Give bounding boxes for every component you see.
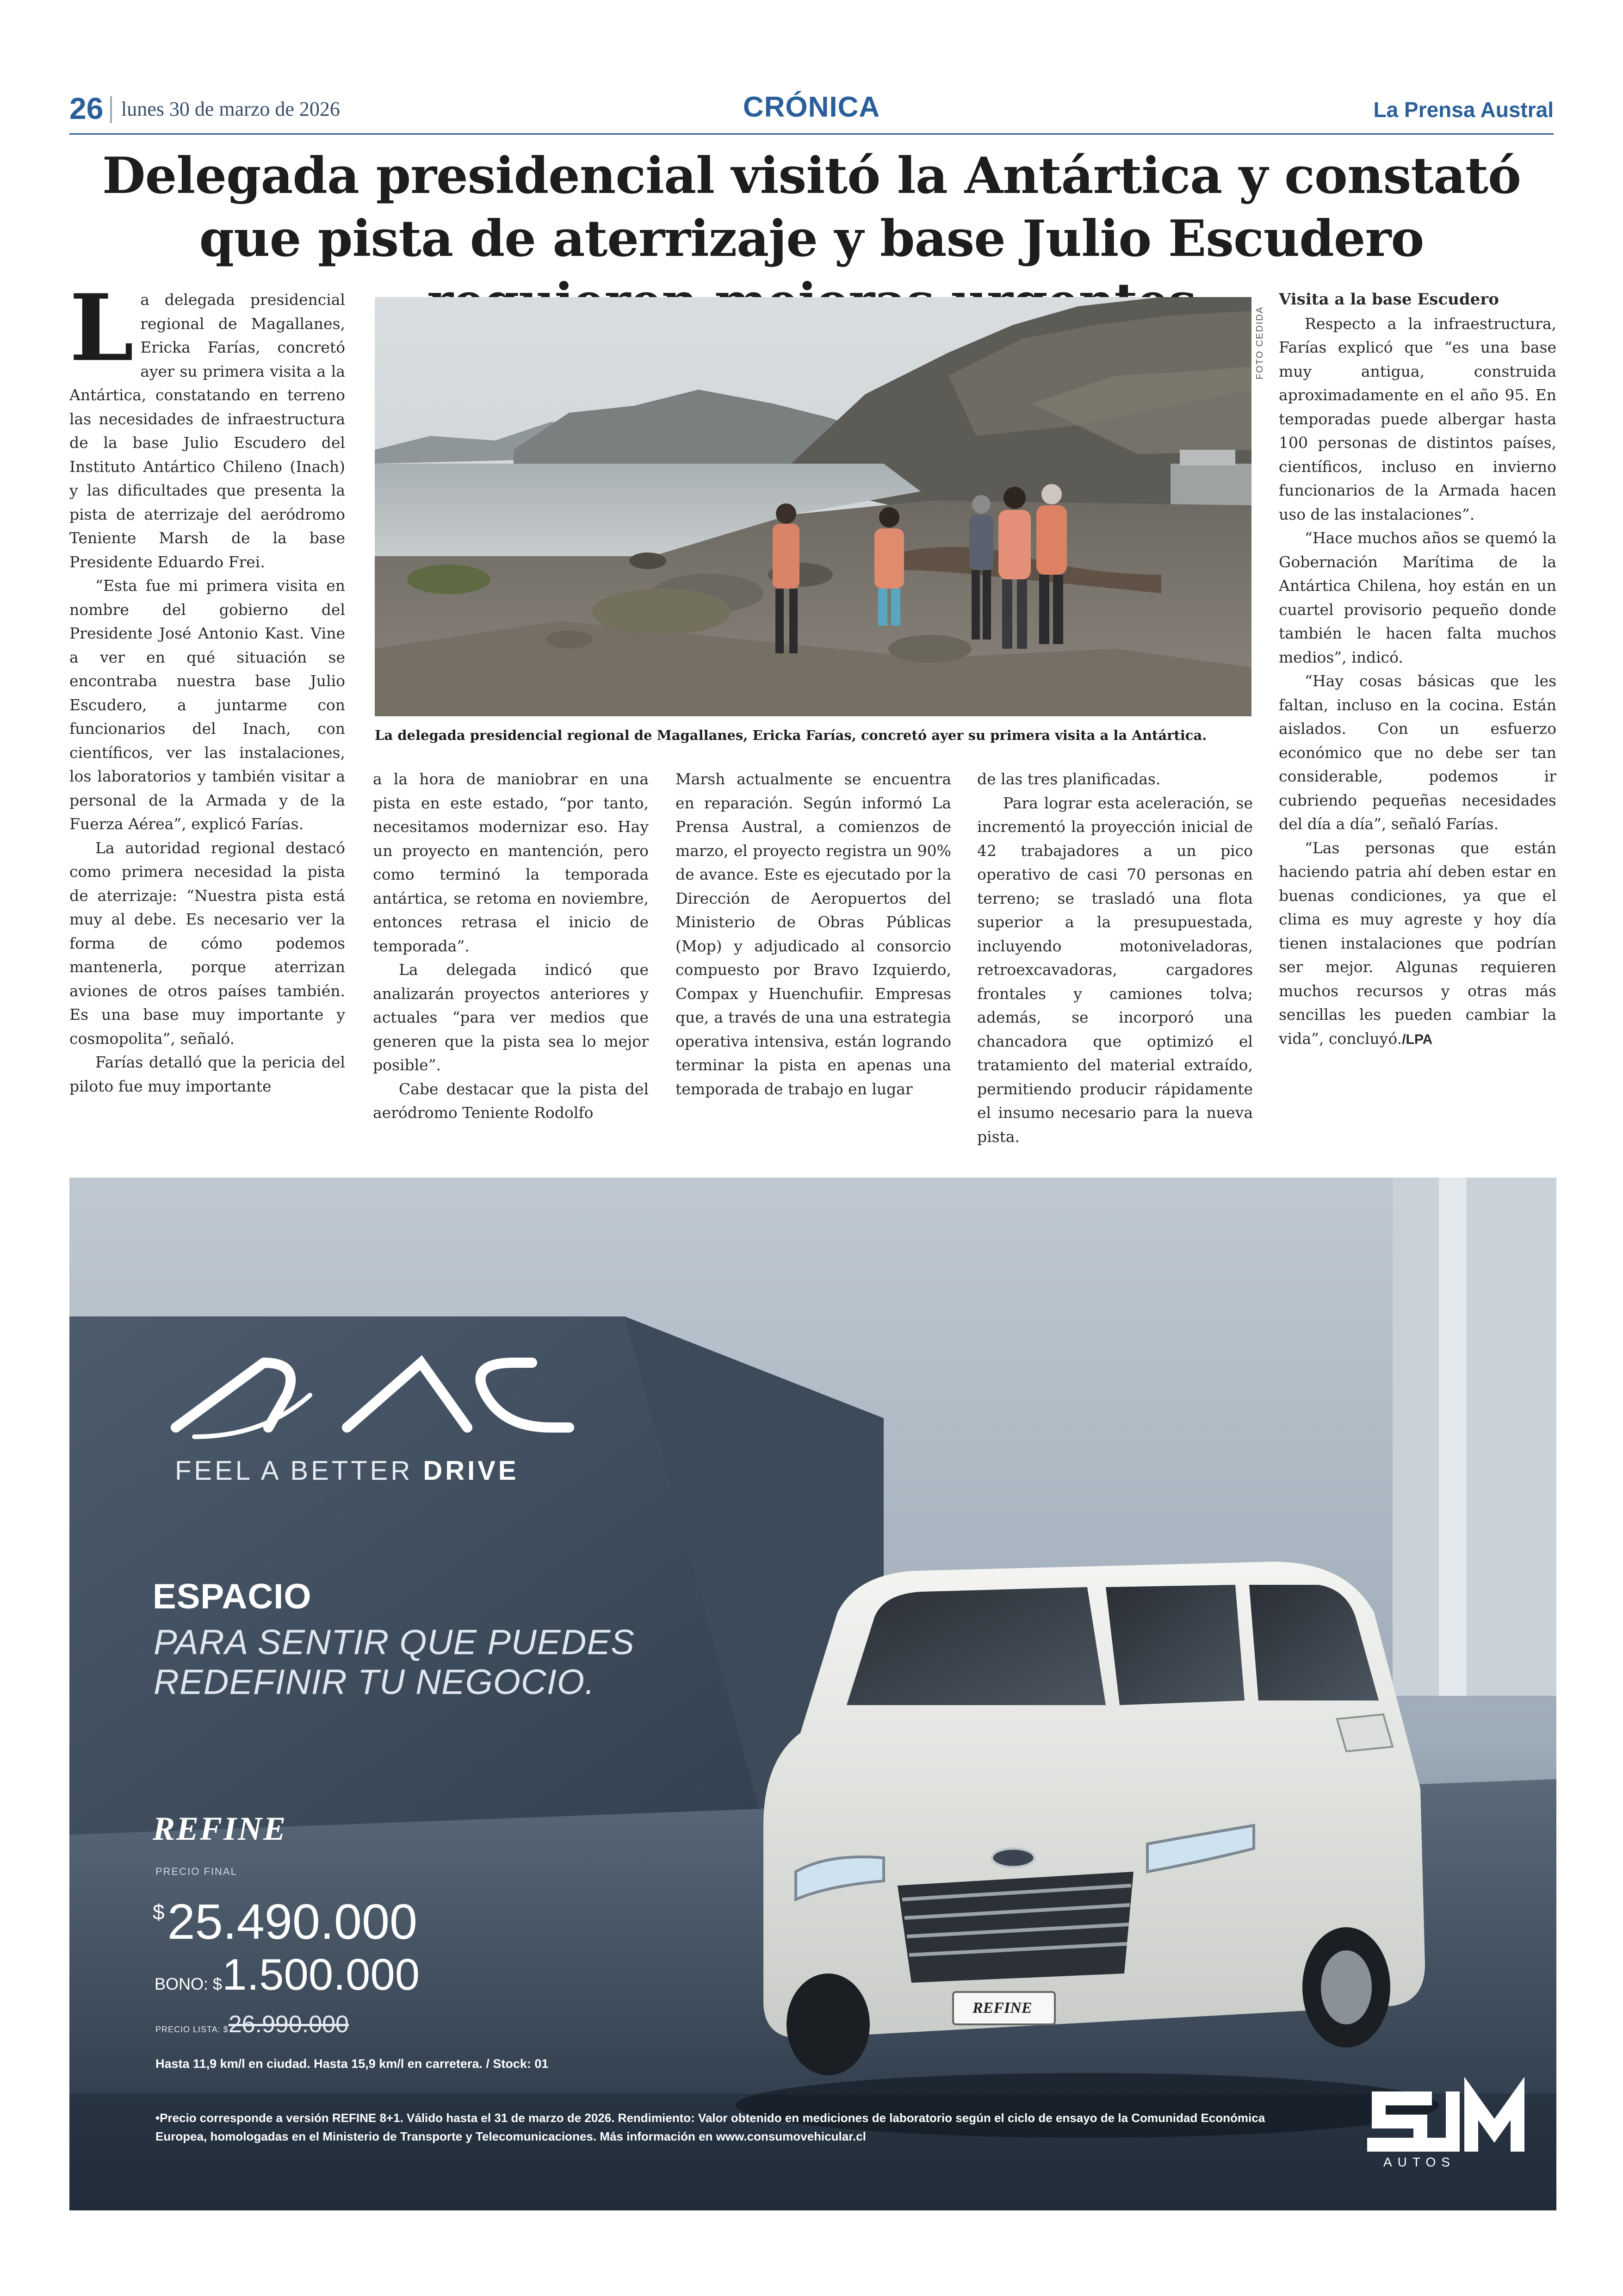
list-price: PRECIO LISTA: $26.990.000 <box>155 2011 349 2038</box>
license-plate: REFINE <box>973 1999 1032 2017</box>
paragraph: Respecto a la infraestructura, Farías explicó que “es una base muy antigua, construida aproximadamente en el año 95. En temporadas puede albergar hasta 100 personas de distintos países, científicos, incluso en invierno funcionarios de la Armada hacen uso de las instalaciones”. <box>1279 314 1556 523</box>
dealer-subtitle: AUTOS <box>1383 2155 1456 2169</box>
paragraph: Para lograr esta aceleración, se incrementó la proyección inicial de 42 trabajadores a un pico operativo de casi 70 personas en terreno; se trasladó una flota superior a la presupuestada, incluyendo motoniveladoras, retroexcavadoras, cargadores frontales y camiones tolva; además, se incorporó una chancadora que optimizó el tratamiento del material extraído, permitiendo producir rápidamente el insumo necesario para la nueva pista. <box>977 794 1253 1146</box>
antarctic-shore-image <box>375 297 1251 716</box>
paragraph: a la hora de maniobrar en una pista en este estado, “por tanto, necesitamos modernizar eso. Hay un proyecto en mantención, pero como terminó la temporada antártica, se retoma en noviembre, entonces retrasa el inicio de temporada”. <box>373 770 649 955</box>
car-advertisement <box>69 1178 1556 2210</box>
article-photo <box>375 297 1251 716</box>
fuel-efficiency: Hasta 11,9 km/l en ciudad. Hasta 15,9 km/l en carretera. / Stock: 01 <box>155 2057 549 2071</box>
page-number: 26 <box>69 91 104 125</box>
header-rule <box>69 133 1554 135</box>
section-subhead: Visita a la base Escudero <box>1279 290 1499 309</box>
article-column-2 <box>373 767 649 1160</box>
article-headline: Delegada presidencial visitó la Antártica y constató que pista de aterrizaje y base Julio Escudero <box>102 147 1521 268</box>
paragraph: “Las personas que están haciendo patria ahí deben estar en buenas condiciones, ya que el clima es muy agreste y hoy día tienen instalaciones que podrían ser mejor. Algunas requieren muchos recursos y otras más sencillas les pueden cambiar la vida”, concluyó./LPA <box>1279 838 1556 1048</box>
author-signature: /LPA <box>1402 1031 1433 1047</box>
legal-fine-print: •Precio corresponde a versión REFINE 8+1. Válido hasta el 31 de marzo de 2026. Rendimiento: Valor obtenido en mediciones de laboratorio según el ciclo de ensayo de la Comunidad Económica Europea, homologadas en el Ministerio de Transporte y Telecomunicaciones. Más información en www.consumovehicular.cl <box>155 2111 1265 2143</box>
article-column-4 <box>977 767 1253 1160</box>
lead-paragraph: La delegada presidencial regional de Magallanes, Ericka Farías, concretó ayer su primera visita a la Antártica, constatando en terreno las necesidades de infraestructura de la base Julio Escudero del Instituto Antártico Chileno (Inach) y las dificultades que presenta la pista de aterrizaje del aeródromo Teniente Marsh de la base Presidente Eduardo Frei. <box>69 288 345 571</box>
van-illustration <box>763 1562 1425 2075</box>
drop-cap: L <box>69 288 134 382</box>
page-header <box>69 91 1554 133</box>
brand-tagline: FEEL A BETTER DRIVE <box>175 1456 519 1486</box>
article-column-3 <box>675 767 951 1160</box>
paragraph: “Esta fue mi primera visita en nombre del gobierno del Presidente José Antonio Kast. Vine a ver en qué situación se encontraba nuestra base Julio Escudero, a juntarme con funcionarios del Inach, con científicos, ver las instalaciones, los laboratorios y también visitar a personal de la Armada y de la Fuerza Aérea”, explicó Farías. <box>69 577 345 833</box>
paragraph: La autoridad regional destacó como primera necesidad la pista de aterrizaje: “Nuestra pista está muy al debe. Es necesario ver la forma de cómo podemos mantenerla, porque aterrizan aviones de otros países también. Es una base muy importante y cosmopolita”, señaló. <box>69 838 345 1048</box>
article-column-1 <box>69 288 345 1158</box>
model-name: REFINE <box>153 1810 287 1847</box>
bonus-price: BONO: $1.500.000 <box>155 1950 420 1999</box>
price-final-label: PRECIO FINAL <box>155 1866 237 1877</box>
paragraph: “Hay cosas básicas que les faltan, incluso en la cocina. Están aislados. Con un esfuerzo económico que no debe ser tan considerable, podemos ir cubriendo pequeñas necesidades del día a día”, señaló Farías. <box>1279 672 1556 833</box>
ad-subheadline: PARA SENTIR QUE PUEDES REDEFINIR TU NEGOCIO. <box>154 1623 635 1702</box>
paragraph: Cabe destacar que la pista del aeródromo Teniente Rodolfo <box>373 1080 649 1122</box>
article-column-5 <box>1279 288 1556 1160</box>
newspaper-name: La Prensa Austral <box>1373 98 1554 122</box>
issue-date: lunes 30 de marzo de 2026 <box>121 98 340 120</box>
ad-headline: ESPACIO <box>153 1577 312 1616</box>
paragraph: “Hace muchos años se quemó la Gobernación Marítima de la Antártica Chilena, hoy están en un cuartel provisorio pequeño donde también le hacen falta muchos medios”, indicó. <box>1279 529 1556 666</box>
paragraph: Marsh actualmente se encuentra en reparación. Según informó La Prensa Austral, a comienzos de marzo, el proyecto registra un 90% de avance. Este es ejecutado por la Dirección de Aeropuertos del Ministerio de Obras Públicas (Mop) y adjudicado al consorcio compuesto por Bravo Izquierdo, Compax y Huenchufiir. Empresas que, a través de una una estrategia operativa intensiva, están logrando terminar la pista en apenas una temporada de trabajo en lugar <box>675 770 951 1098</box>
photo-credit: FOTO CEDIDA <box>1255 306 1265 379</box>
photo-caption: La delegada presidencial regional de Magallanes, Ericka Farías, concretó ayer su primera visita a la Antártica. <box>375 727 1207 743</box>
paragraph: de las tres planificadas. <box>977 770 1161 788</box>
final-price: $25.490.000 <box>153 1893 418 1949</box>
section-name: CRÓNICA <box>743 91 880 123</box>
paragraph: Farías detalló que la pericia del piloto fue muy importante <box>69 1053 345 1095</box>
paragraph: La delegada indicó que analizarán proyectos anteriores y actuales “para ver medios que generen que la pista sea lo mejor posible”. <box>373 961 649 1074</box>
